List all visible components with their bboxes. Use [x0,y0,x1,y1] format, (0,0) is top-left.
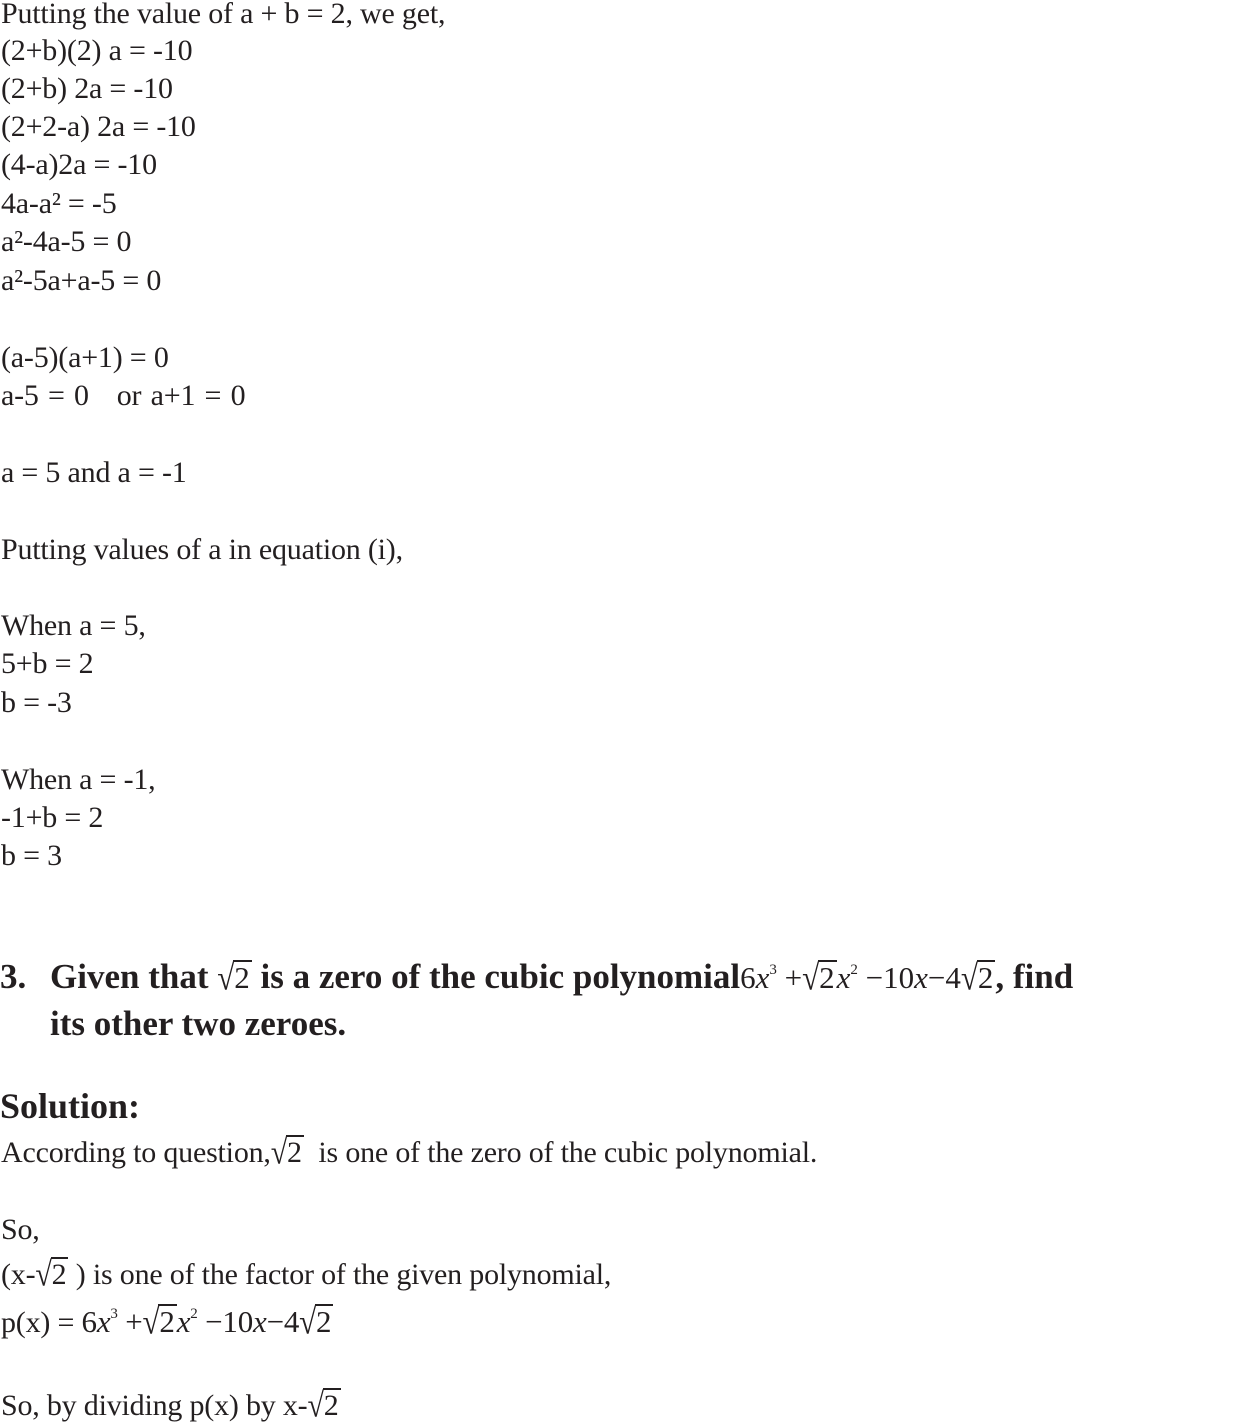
equation-line: (2+2-a) 2a = -10 [1,110,196,143]
polynomial-expression: $6x^3 +√2x^2 -10x-4√2$ [740,957,994,998]
equation-line: b = -3 [1,686,72,719]
equation-line: a = 5 and a = -1 [1,456,187,489]
sqrt-icon: √ [217,957,235,998]
text-line: Putting the value of a + b = 2, we get, [1,0,446,30]
sqrt-icon: √ [307,1386,324,1425]
solution-line: So, by dividing p(x) by x-√2 [1,1388,341,1424]
solution-line: According to question,√2 is one of the zero of the cubic polynomial. [1,1135,817,1171]
text-line: When a = -1, [1,763,156,796]
text-line: Putting values of a in equation (i), [1,533,403,566]
equation-line: -1+b = 2 [1,801,104,834]
polynomial-definition: $p(x) = 6x^3 +√2x^2 -10x-4√2$ [1,1301,332,1342]
solution-line: (x-√2 ) is one of the factor of the given polynomial, [1,1257,611,1293]
equation-line: (a-5)(a+1) = 0 [1,341,169,374]
sqrt-expression: √2 [217,960,252,995]
question-text [50,957,1073,998]
question-text-start: Given that [50,957,209,996]
sqrt-icon: √ [270,1133,287,1172]
question-text-line2: its other two zeroes. [50,1004,347,1043]
equation-line: a-5 = 0 or a+1 = 0 [1,379,246,412]
equation-line: (4-a)2a = -10 [1,148,157,181]
solution-heading: Solution: [0,1086,141,1126]
question-number: 3. [0,957,27,996]
question-text-mid: is a zero of the cubic polynomial [260,957,741,996]
question-text-end: , find [995,957,1074,996]
equation-line: a²-5a+a-5 = 0 [1,264,162,297]
equation-line: 5+b = 2 [1,647,94,680]
sqrt-icon: √ [35,1255,52,1294]
equation-line: (2+b)(2) a = -10 [1,34,193,67]
equation-line: a²-4a-5 = 0 [1,225,132,258]
solution-line: So, [1,1213,40,1246]
equation-line: (2+b) 2a = -10 [1,72,173,105]
equation-line: 4a-a² = -5 [1,187,117,220]
text-line: When a = 5, [1,609,146,642]
equation-line: b = 3 [1,839,62,872]
